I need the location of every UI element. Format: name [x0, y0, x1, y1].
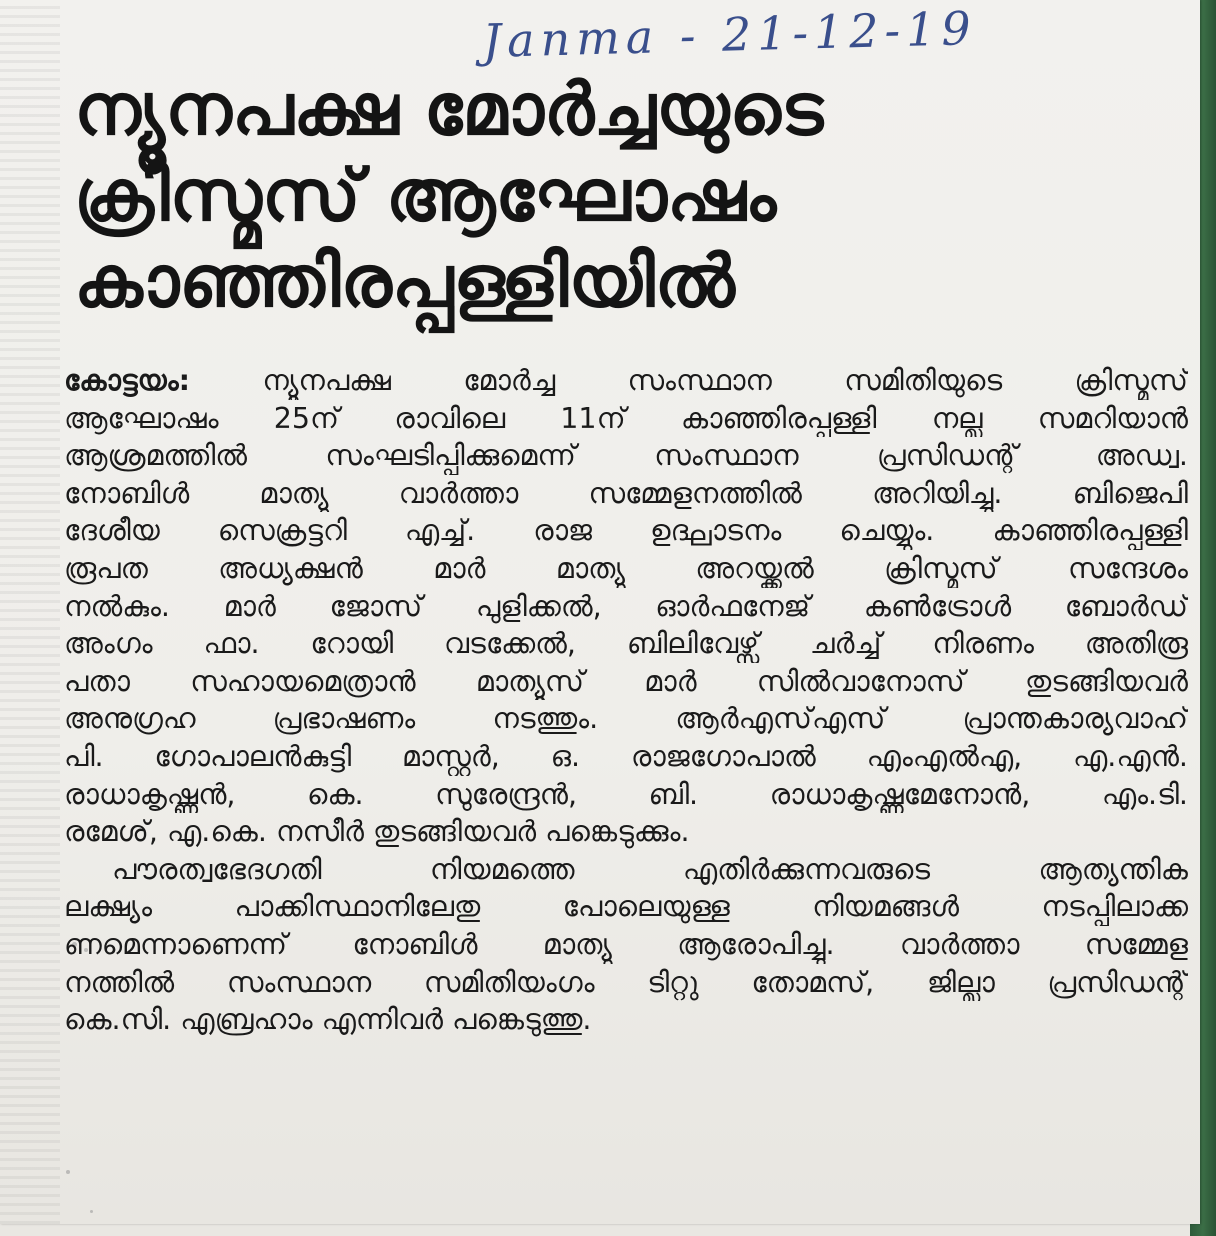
article-line: ആശ്രമത്തിൽ സംഘടിപ്പിക്കുമെന്ന് സംസ്ഥാന പ്രസിഡന്റ് അഡ്വ.: [64, 439, 1188, 473]
article-line: നൽകും. മാർ ജോസ് പുളിക്കൽ, ഓർഫനേജ് കൺട്രോൾ ബോർഡ്: [64, 589, 1188, 623]
headline: [74, 66, 1074, 324]
article-line: രമേശ്, എ.കെ. നസീർ തുടങ്ങിയവർ പങ്കെടുക്കും.: [64, 815, 690, 849]
headline-line: ക്രിസ്മസ് ആഘോഷം: [74, 153, 777, 237]
torn-edge: [0, 0, 60, 1224]
article-line: ണമെന്നാണെന്ന് നോബിൾ മാത്യു ആരോപിച്ചു. വാർത്താ സമ്മേള: [64, 927, 1188, 961]
article-line: പതാ സഹായമെത്രാൻ മാത്യൂസ് മാർ സിൽവാനോസ് തുടങ്ങിയവർ: [64, 664, 1188, 698]
article-line: നോബിൾ മാത്യു വാർത്താ സമ്മേളനത്തിൽ അറിയിച്ചു. ബിജെപി: [64, 476, 1188, 510]
article-line: കെ.സി. എബ്രഹാം എന്നിവർ പങ്കെടുത്തു.: [64, 1003, 592, 1037]
print-speck: [66, 1170, 70, 1174]
article-line: [64, 362, 1188, 400]
headline-line: ന്യൂനപക്ഷ മോർച്ചയുടെ: [74, 67, 824, 151]
article-line: നത്തിൽ സംസ്ഥാന സമിതിയംഗം ടിറ്റു തോമസ്, ജില്ലാ പ്രസിഡന്റ്: [64, 965, 1188, 999]
article-line-text: ന്യൂനപക്ഷ മോർച്ച സംസ്ഥാന സമിതിയുടെ ക്രിസ്മസ്: [190, 364, 1188, 397]
handwritten-date-note: Janma - 21-12-19: [482, 1, 978, 68]
article-body: [64, 362, 1188, 1039]
article-line: പൗരത്വഭേദഗതി നിയമത്തെ എതിർക്കുന്നവരുടെ ആത്യന്തിക: [112, 852, 1188, 886]
article-line: അംഗം ഫാ. റോയി വടക്കേൽ, ബിലിവേഴ്സ് ചർച്ച് നിരണം അതിരൂ: [64, 627, 1188, 661]
article-line: ആഘോഷം 25ന് രാവിലെ 11ന് കാഞ്ഞിരപ്പള്ളി നല്ല സമറിയാൻ: [64, 401, 1188, 435]
article-line: രാധാകൃഷ്ണൻ, കെ. സുരേന്ദ്രൻ, ബി. രാധാകൃഷ്ണമേനോൻ, എം.ടി.: [64, 777, 1188, 811]
article-line: പി. ഗോപാലൻകുട്ടി മാസ്റ്റർ, ഒ. രാജഗോപാൽ എംഎൽഎ, എ.എൻ.: [64, 739, 1188, 773]
print-speck: [90, 1210, 93, 1213]
article-line: അനുഗ്രഹ പ്രഭാഷണം നടത്തും. ആർഎസ്എസ് പ്രാന്തകാര്യവാഹ്: [64, 702, 1188, 736]
headline-line: കാഞ്ഞിരപ്പള്ളിയിൽ: [74, 239, 735, 323]
article-line: ലക്ഷ്യം പാക്കിസ്ഥാനിലേതു പോലെയുള്ള നിയമങ്ങൾ നടപ്പിലാക്ക: [64, 890, 1188, 924]
article-line: ദേശീയ സെക്രട്ടറി എച്ച്. രാജ ഉദ്ഘാടനം ചെയ്യും. കാഞ്ഞിരപ്പള്ളി: [64, 514, 1188, 548]
dateline: കോട്ടയം:: [64, 364, 191, 397]
article-line: രൂപത അധ്യക്ഷൻ മാർ മാത്യു അറയ്ക്കൽ ക്രിസ്മസ് സന്ദേശം: [64, 551, 1188, 585]
